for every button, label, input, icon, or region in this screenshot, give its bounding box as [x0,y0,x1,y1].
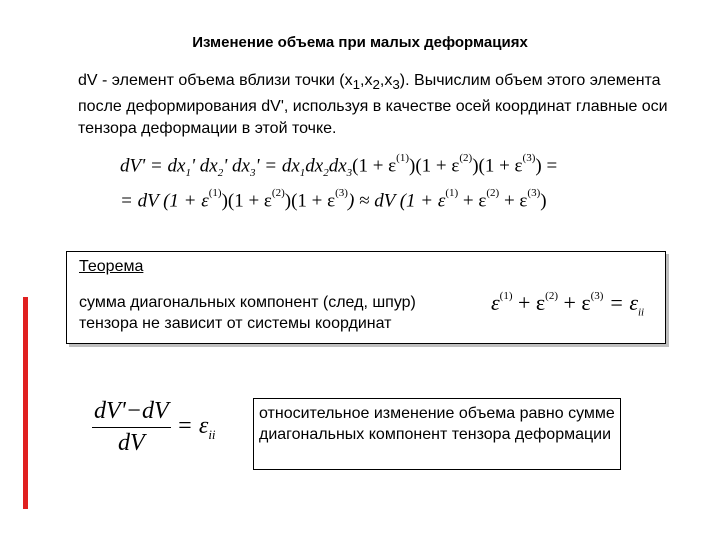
theorem-text: сумма диагональных компонент (след, шпур) тензора не зависит от системы координат [79,294,416,332]
accent-bar [23,297,28,509]
relative-volume-formula [92,398,216,457]
theorem-box [66,251,666,344]
fraction [92,398,171,457]
fraction-numerator: dV'−dV [92,398,171,428]
trace-formula: $\varepsilon^{(1)} + \varepsilon^{(2)} + \varepsilon^{(3)} = \varepsilon_{ii}$ [491,289,645,319]
theorem-heading: Теорема [79,258,144,275]
intro-paragraph: dV - элемент объема вблизи точки $(x_1,x_2,x_3)$. Вычислим объем этого элемента после деформирования dV', используя в качестве осей координат главные оси тензора деформации в этой точке. [78,72,668,138]
relative-change-note: относительное изменение объема равно сумме диагональных компонент тензора деформации [253,398,621,470]
fraction-denominator: dV [117,430,145,456]
slide-title: Изменение объема при малых деформациях [192,34,528,51]
fraction-rhs: = $\varepsilon_{ii}$ [176,412,216,442]
volume-equation-line-1: $dV' = dx_1'$ $dx_2'$ $dx_3' = dx_1dx_2dx_3(1 + \varepsilon^{(1)})(1 + \varepsilon^{(2)})(1 + \varepsilon^{(3)})$ = [120,152,558,180]
volume-equation-line-2: = dV $(1 + \varepsilon^{(1)})(1 + \varepsilon^{(2)})(1 + \varepsilon^{(3)})$ ≈ dV $(1 + \varepsilon^{(1)} + \varepsilon^{(2)} + \varepsilon^{(3)})$ [120,187,547,212]
